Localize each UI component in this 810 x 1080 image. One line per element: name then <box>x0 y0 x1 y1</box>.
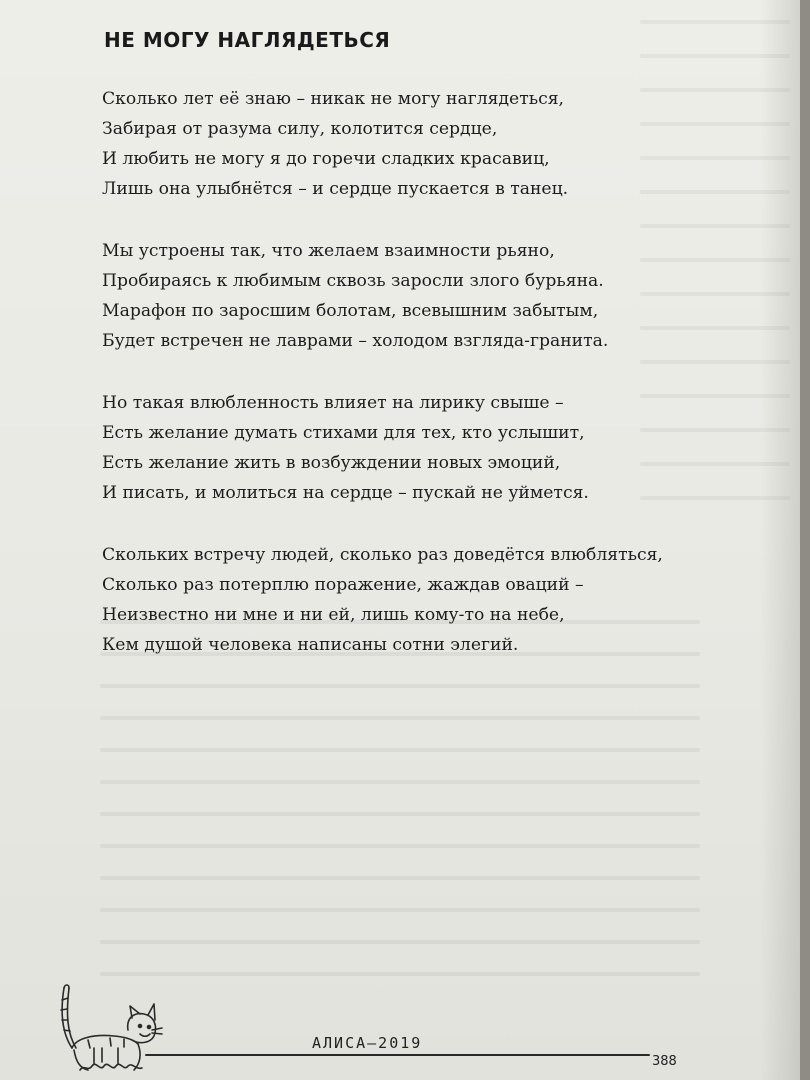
cat-icon <box>54 978 164 1073</box>
poem-line: Есть желание жить в возбуждении новых эмоций, <box>102 453 561 473</box>
poem-line: Неизвестно ни мне и ни ей, лишь кому-то на небе, <box>102 605 565 625</box>
poem-line: Но такая влюбленность влияет на лирику свыше – <box>102 393 564 413</box>
poem-line: Марафон по заросшим болотам, всевышним забытым, <box>102 301 599 321</box>
footer-author: АЛИСА–2019 <box>312 1034 423 1052</box>
poem-line: Пробираясь к любимым сквозь заросли злого бурьяна. <box>102 271 604 291</box>
poem-line: Есть желание думать стихами для тех, кто услышит, <box>102 423 585 443</box>
page-number: 388 <box>652 1054 677 1069</box>
stanza-1 <box>102 84 742 204</box>
poem-line: Сколько лет её знаю – никак не могу наглядеться, <box>102 89 565 109</box>
stanza-4 <box>102 540 742 660</box>
stanza-2 <box>102 236 742 356</box>
poem-body <box>102 84 742 692</box>
poem-line: Сколько раз потерплю поражение, жаждав оваций – <box>102 575 584 595</box>
poem-line: Мы устроены так, что желаем взаимности рьяно, <box>102 241 555 261</box>
poem-line: Скольких встречу людей, сколько раз доведётся влюбляться, <box>102 545 663 565</box>
poem-line: Забирая от разума силу, колотится сердце, <box>102 119 498 139</box>
footer-rule <box>145 1054 650 1056</box>
poem-title: НЕ МОГУ НАГЛЯДЕТЬСЯ <box>104 28 391 52</box>
poem-line: Кем душой человека написаны сотни элегий. <box>102 635 519 655</box>
poem-line: Лишь она улыбнётся – и сердце пускается в танец. <box>102 179 569 199</box>
poem-line: И любить не могу я до горечи сладких красавиц, <box>102 149 550 169</box>
poem-line: И писать, и молиться на сердце – пускай не уймется. <box>102 483 589 503</box>
poem-line: Будет встречен не лаврами – холодом взгляда-гранита. <box>102 331 609 351</box>
stanza-3 <box>102 388 742 508</box>
